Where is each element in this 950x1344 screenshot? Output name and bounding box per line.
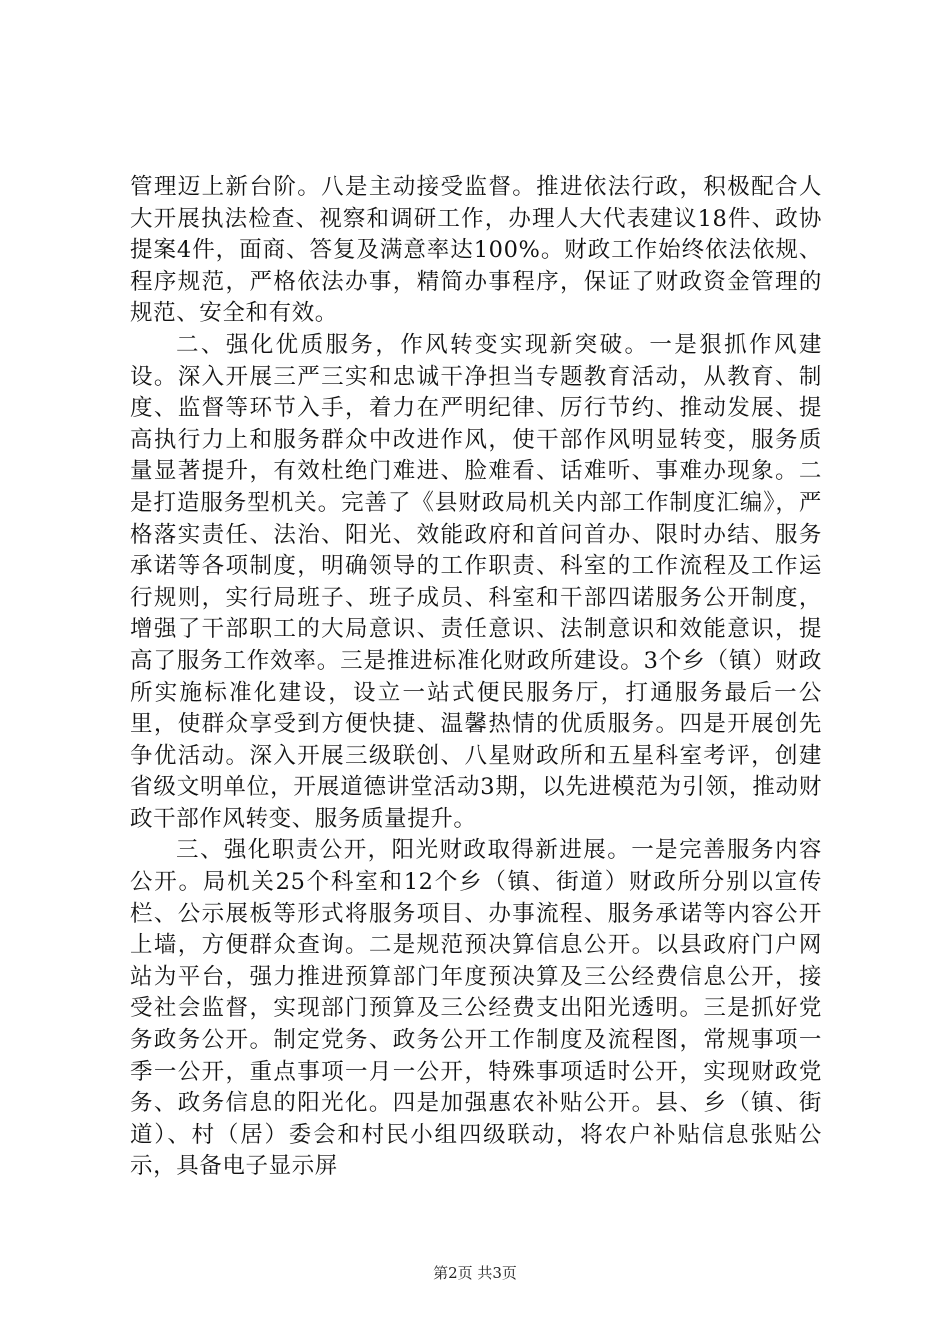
paragraph-section-two: 二、强化优质服务，作风转变实现新突破。一是狠抓作风建设。深入开展三严三实和忠诚干净担当专题教育活动，从教育、制度、监督等环节入手，着力在严明纪律、厉行节约、推动发展、提高执行力上和服务群众中改进作风，使干部作风明显转变，服务质量显著提升，有效杜绝门难进、脸难看、话难听、事难办现象。二是打造服务型机关。完善了《县财政局机关内部工作制度汇编》，严格落实责任、法治、阳光、效能政府和首问首办、限时办结、服务承诺等各项制度，明确领导的工作职责、科室的工作流程及工作运行规则，实行局班子、班子成员、科室和干部四诺服务公开制度，增强了干部职工的大局意识、责任意识、法制意识和效能意识，提高了服务工作效率。三是推进标准化财政所建设。3个乡（镇）财政所实施标准化建设，设立一站式便民服务厅，打通服务最后一公里，使群众享受到方便快捷、温馨热情的优质服务。四是开展创先争优活动。深入开展三级联创、八星财政所和五星科室考评，创建省级文明单位，开展道德讲堂活动3期，以先进模范为引领，推动财政干部作风转变、服务质量提升。 (130, 331, 822, 832)
page-footer (0, 1263, 950, 1283)
paragraph-section-three: 三、强化职责公开，阳光财政取得新进展。一是完善服务内容公开。局机关25个科室和12个乡（镇、街道）财政所分别以宣传栏、公示展板等形式将服务项目、办事流程、服务承诺等内容公开上墙，方便群众查询。二是规范预决算信息公开。以县政府门户网站为平台，强力推进预算部门年度预决算及三公经费信息公开，接受社会监督，实现部门预算及三公经费支出阳光透明。三是抓好党务政务公开。制定党务、政务公开工作制度及流程图，常规事项一季一公开，重点事项一月一公开，特殊事项适时公开，实现财政党务、政务信息的阳光化。四是加强惠农补贴公开。县、乡（镇、街道）、村（居）委会和村民小组四级联动，将农户补贴信息张贴公示，具备电子显示屏 (130, 837, 822, 1180)
page-number: 第2页 共3页 (433, 1264, 517, 1282)
document-body (130, 172, 822, 1183)
paragraph-continuation: 管理迈上新台阶。八是主动接受监督。推进依法行政，积极配合人大开展执法检查、视察和调研工作，办理人大代表建议18件、政协提案4件，面商、答复及满意率达100%。财政工作始终依法依规、程序规范，严格依法办事，精简办事程序，保证了财政资金管理的规范、安全和有效。 (130, 174, 822, 327)
